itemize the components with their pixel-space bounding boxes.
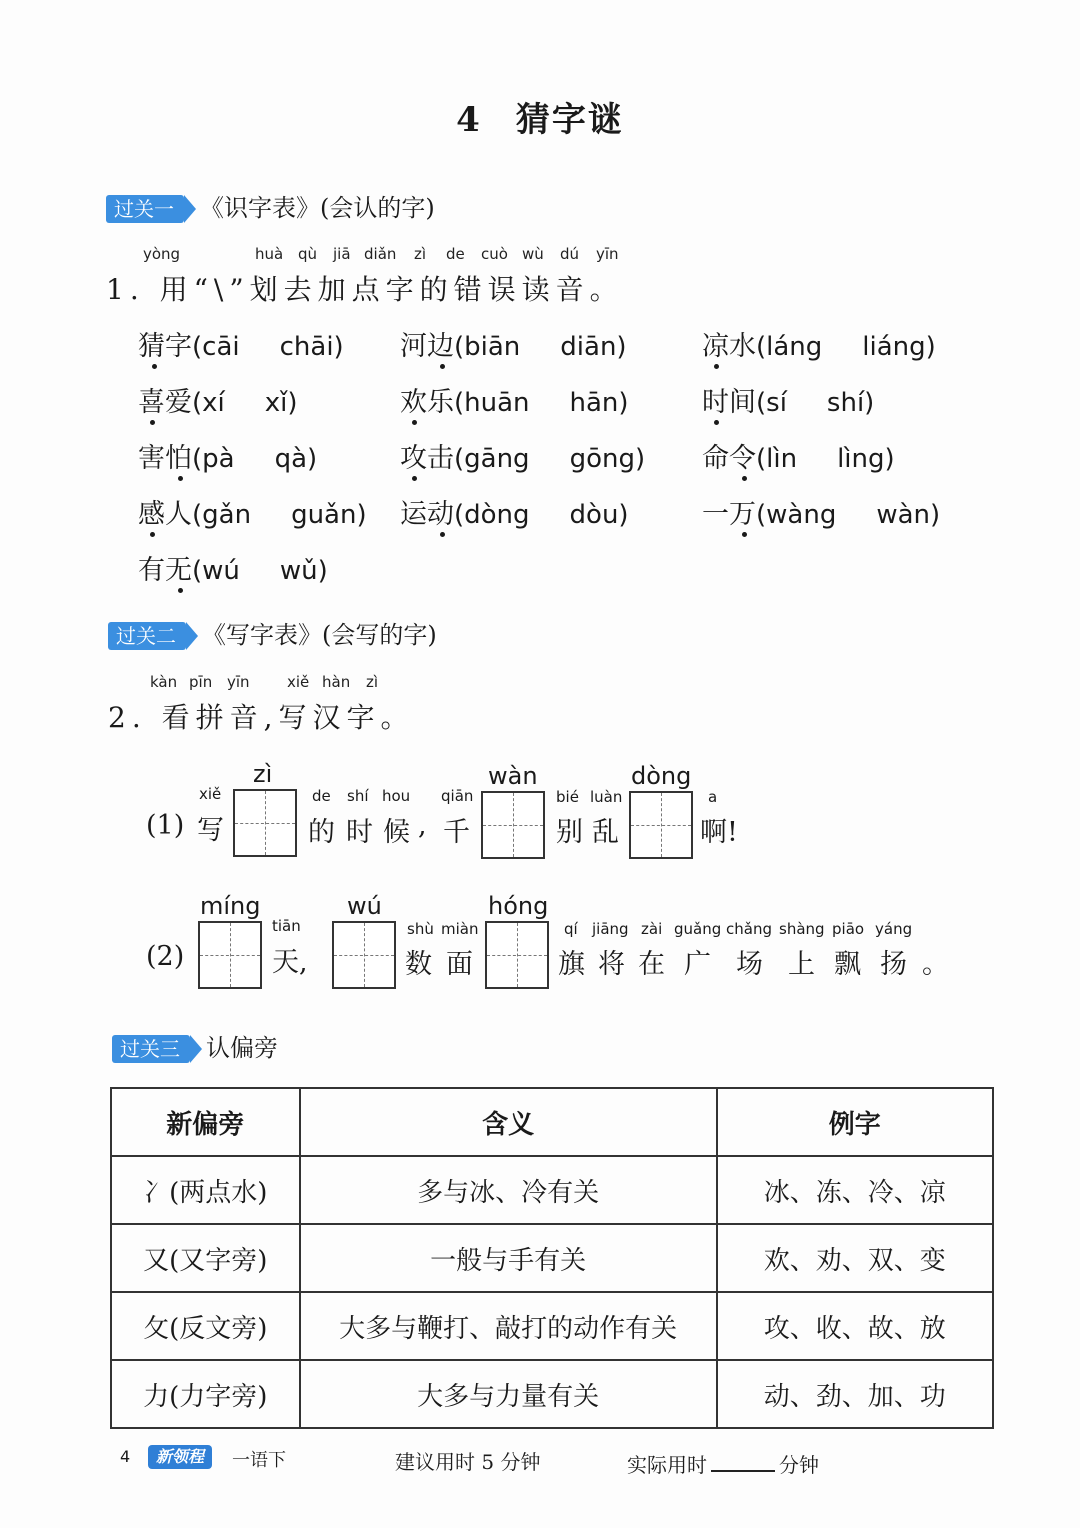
hanzi: 飘 [834, 949, 861, 980]
q1-prompt: 1. 用“\”划去加点字的错误读音。 [106, 273, 624, 306]
emphasis-dot [150, 532, 155, 537]
lesson-title: 猜字谜 [515, 100, 624, 140]
pinyin: miàn [441, 920, 479, 938]
table-row [111, 1360, 993, 1428]
emphasis-dot [178, 588, 183, 593]
hanzi: 乱 [592, 817, 619, 848]
pinyin: kàn [150, 673, 178, 691]
table-cell: 冫(两点水) [111, 1156, 300, 1224]
sentence-label: (2) [146, 941, 185, 972]
hanzi: 千 [443, 817, 470, 848]
emphasis-dot [152, 364, 157, 369]
table-header: 新偏旁 [111, 1088, 300, 1156]
hanzi: 旗 [558, 949, 585, 980]
hanzi: 扬 [880, 949, 907, 980]
reading-item: 有无 (wú wǔ) [138, 548, 328, 587]
reading-item: 猜字 (cāi chāi) [138, 324, 344, 363]
page-number: 4 [120, 1447, 131, 1466]
suggested-time: 建议用时 5 分钟 [395, 1450, 541, 1474]
section-2-badge: 过关二 [108, 622, 186, 650]
hanzi: 广 [684, 949, 711, 980]
pinyin: yīn [227, 673, 250, 691]
emphasis-dot [150, 420, 155, 425]
emphasis-dot [742, 476, 747, 481]
pinyin: cuò [481, 245, 508, 263]
table-cell: 动、劲、加、功 [717, 1360, 993, 1428]
q2-prompt: 2. 看拼音,写汉字。 [108, 701, 415, 734]
pinyin: qù [298, 245, 318, 263]
emphasis-dot [714, 364, 719, 369]
writing-box[interactable] [629, 791, 693, 859]
table-cell: 欢、劝、双、变 [717, 1224, 993, 1292]
pinyin: xiě [287, 673, 310, 691]
pinyin: shù [407, 920, 434, 938]
emphasis-dot [412, 476, 417, 481]
time-blank[interactable] [711, 1470, 775, 1472]
hanzi: 在 [638, 949, 665, 980]
radicals-table [110, 1087, 994, 1429]
pinyin: de [446, 245, 465, 263]
pinyin: qiān [441, 787, 474, 805]
hanzi: 候 [383, 817, 410, 848]
lesson-number: 4 [456, 100, 482, 140]
pinyin: zì [414, 245, 427, 263]
table-row [111, 1156, 993, 1224]
reading-item: 命令 (lìn lìng) [702, 436, 895, 475]
pinyin: qí [564, 920, 578, 938]
table-cell: 一般与手有关 [300, 1224, 717, 1292]
reading-item: 感人 (gǎn guǎn) [138, 492, 367, 531]
hanzi: 时 [346, 817, 373, 848]
pinyin: de [312, 787, 331, 805]
pinyin: diǎn [364, 245, 397, 263]
table-header: 含义 [300, 1088, 717, 1156]
table-cell: 攵(反文旁) [111, 1292, 300, 1360]
pinyin: pīn [189, 673, 213, 691]
pinyin: yīn [596, 245, 619, 263]
hanzi: 的 [308, 817, 335, 848]
table-cell: 大多与鞭打、敲打的动作有关 [300, 1292, 717, 1360]
writing-box[interactable] [481, 791, 545, 859]
section-1-name: 《识字表》 [200, 194, 320, 222]
pinyin: huà [255, 245, 284, 263]
hanzi: 上 [788, 949, 815, 980]
table-cell: 大多与力量有关 [300, 1360, 717, 1428]
pinyin: wù [522, 245, 544, 263]
actual-time: 实际用时 分钟 [627, 1453, 819, 1477]
emphasis-dot [714, 420, 719, 425]
pinyin: piāo [832, 920, 865, 938]
brand-logo: 新领程 [148, 1443, 212, 1469]
pinyin: hou [382, 787, 411, 805]
hanzi: 啊! [700, 817, 738, 848]
emphasis-dot [440, 364, 445, 369]
section-2-name: 《写字表》 [202, 621, 322, 649]
reading-item: 一万 (wàng wàn) [702, 492, 940, 531]
box-pinyin: hóng [488, 892, 549, 920]
hanzi: 数 [405, 949, 432, 980]
reading-item: 河边 (biān diān) [400, 324, 627, 363]
box-pinyin: wú [347, 892, 382, 920]
box-pinyin: míng [200, 892, 261, 920]
hanzi: 写 [197, 815, 224, 846]
pinyin: jiā [333, 245, 351, 263]
pinyin: yáng [875, 920, 913, 938]
pinyin: jiāng [592, 920, 629, 938]
table-cell: 多与冰、冷有关 [300, 1156, 717, 1224]
hanzi: 天, [272, 947, 308, 978]
writing-box[interactable] [233, 789, 297, 857]
reading-item: 运动 (dòng dòu) [400, 492, 629, 531]
reading-item: 时间 (sí shí) [702, 380, 874, 419]
emphasis-dot [440, 532, 445, 537]
pinyin: yòng [143, 245, 181, 263]
pinyin: bié [556, 788, 579, 806]
emphasis-dot [412, 420, 417, 425]
section-1-paren: (会认的字) [320, 194, 435, 222]
box-pinyin: dòng [631, 762, 692, 790]
pinyin: dú [560, 245, 580, 263]
writing-box[interactable] [332, 921, 396, 989]
section-1-badge: 过关一 [106, 195, 184, 223]
reading-item: 攻击 (gāng gōng) [400, 436, 645, 475]
table-cell: 又(又字旁) [111, 1224, 300, 1292]
grade-label: 一语下 [232, 1450, 286, 1471]
reading-item: 欢乐 (huān hān) [400, 380, 629, 419]
table-row [111, 1292, 993, 1360]
pinyin: zài [641, 920, 663, 938]
reading-item: 凉水 (láng liáng) [702, 324, 936, 363]
section-1-header [106, 188, 435, 223]
writing-box[interactable] [485, 921, 549, 989]
hanzi: 面 [446, 949, 473, 980]
box-pinyin: zì [253, 760, 273, 788]
pinyin: shàng [779, 920, 825, 938]
box-pinyin: wàn [488, 762, 538, 790]
hanzi: 场 [736, 949, 763, 980]
section-2-paren: (会写的字) [322, 621, 437, 649]
table-cell: 力(力字旁) [111, 1360, 300, 1428]
writing-box[interactable] [198, 921, 262, 989]
section-2-header [108, 615, 437, 650]
emphasis-dot [742, 532, 747, 537]
table-row [111, 1224, 993, 1292]
hanzi: 别 [556, 817, 583, 848]
hanzi: 将 [598, 949, 625, 980]
section-3-badge: 过关三 [112, 1035, 190, 1063]
emphasis-dot [178, 476, 183, 481]
page-title [0, 92, 1080, 141]
pinyin: hàn [322, 673, 351, 691]
pinyin: guǎng [674, 920, 722, 938]
pinyin: zì [366, 673, 379, 691]
section-3-header [112, 1028, 278, 1063]
pinyin: tiān [272, 917, 301, 935]
pinyin: shí [347, 787, 369, 805]
pinyin: xiě [199, 785, 222, 803]
table-cell: 攻、收、故、放 [717, 1292, 993, 1360]
punctuation: , [418, 810, 427, 841]
reading-item: 喜爱 (xí xǐ) [138, 380, 298, 419]
sentence-label: (1) [146, 810, 185, 841]
reading-item: 害怕 (pà qà) [138, 436, 317, 475]
pinyin: chǎng [726, 920, 772, 938]
section-3-name: 认偏旁 [206, 1034, 278, 1062]
punctuation: 。 [922, 949, 949, 980]
table-cell: 冰、冻、冷、凉 [717, 1156, 993, 1224]
pinyin: luàn [590, 788, 623, 806]
table-header-row [111, 1088, 993, 1156]
table-header: 例字 [717, 1088, 993, 1156]
pinyin: a [708, 788, 718, 806]
